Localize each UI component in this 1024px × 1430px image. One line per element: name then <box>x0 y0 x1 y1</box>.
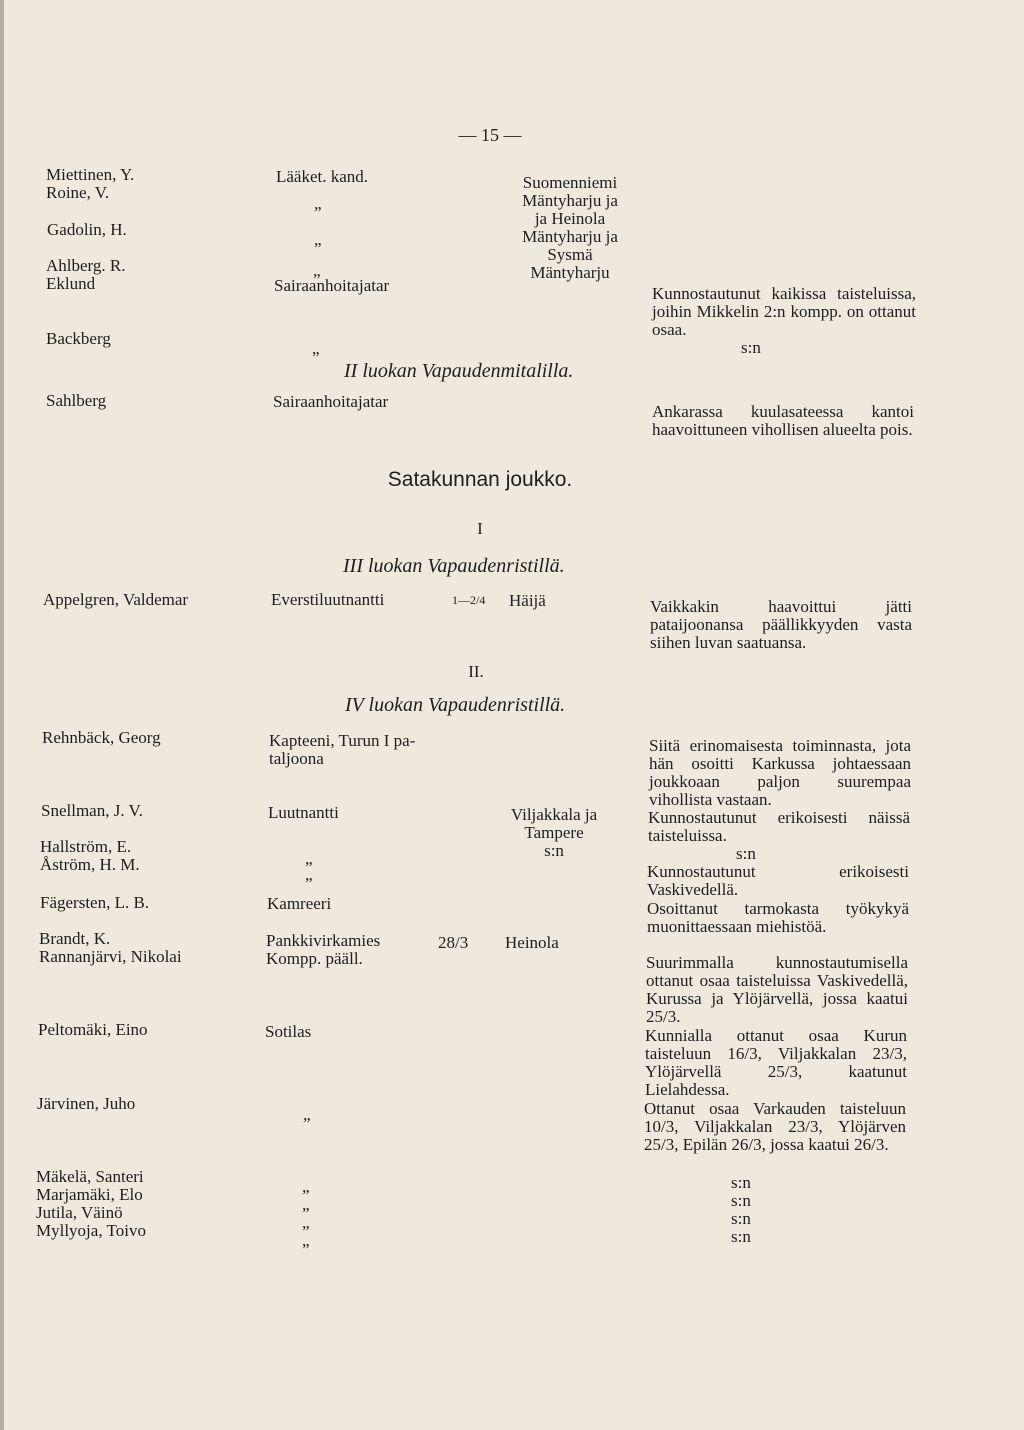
heading-vapaudenmitali: II luokan Vapaudenmitalilla. <box>344 360 574 382</box>
remark-sn: s:n <box>736 844 756 863</box>
heading-vapaudenristi-3: III luokan Vapaudenristillä. <box>343 555 565 577</box>
title-laaket-kand: Lääket. kand. <box>276 167 369 186</box>
remark-ottanut-osaa-varkauden: Ottanut osaa Varkauden taisteluun 10/3, Viljakkalan 23/3, Ylöjärven 25/3, Epilän 26/3, jossa kaatui 26/3. <box>644 1099 906 1154</box>
heading-vapaudenristi-4: IV luokan Vapaudenristillä. <box>345 694 566 716</box>
name-appelgren: Appelgren, Valdemar <box>43 590 189 609</box>
name-fagersten: Fägersten, L. B. <box>40 893 150 912</box>
page-edge-shadow <box>0 0 4 1430</box>
ditto-mark: „ <box>313 261 321 280</box>
remark-kunnostautunut-kaikissa: Kunnostautunut kaikissa taisteluissa, joihin Mikkelin 2:n kompp. on ottanut osaa. <box>652 284 916 339</box>
name-makela-group: Mäkelä, Santeri Marjamäki, Elo Jutila, Väinö Myllyoja, Toivo <box>36 1167 146 1240</box>
name-miettinen-roine: Miettinen, Y. Roine, V. <box>46 165 135 202</box>
title-sairaanhoitajatar: Sairaanhoitajatar <box>273 392 389 411</box>
remark-kunnostautunut-vaskivedella: Kunnostautunut erikoisesti Vaskivedellä. <box>647 862 909 899</box>
remark-kunnialla: Kunnialla ottanut osaa Kurun taisteluun 16/3, Viljakkalan 23/3, Ylöjärvellä 25/3, kaatunut Lielahdessa. <box>645 1026 907 1099</box>
roman-numeral-1: I <box>477 519 483 538</box>
name-backberg: Backberg <box>46 329 111 348</box>
title-everstiluutnantti: Everstiluutnantti <box>271 590 385 609</box>
page-number: — 15 — <box>458 125 522 145</box>
remark-siita-erinomaisesta: Siitä erinomaisesta toiminnasta, jota hän osoitti Karkussa johtaessaan joukkoaan paljon suurempaa vihollista vastaan. <box>649 736 911 809</box>
name-hallstrom-astrom: Hallström, E. Åström, H. M. <box>40 837 140 874</box>
heading-satakunnan-joukko: Satakunnan joukko. <box>387 468 573 491</box>
remark-kunnostautunut-naissa: Kunnostautunut erikoisesti näissä taisteluissa. <box>648 808 910 845</box>
ditto-mark: „ <box>305 865 313 884</box>
title-pankkivirkamies: Pankkivirkamies Kompp. pääll. <box>266 931 381 968</box>
title-kapteeni: Kapteeni, Turun I pa- taljoona <box>269 731 416 768</box>
name-gadolin: Gadolin, H. <box>47 220 127 239</box>
name-snellman: Snellman, J. V. <box>41 801 143 820</box>
remark-sn: s:n <box>741 338 761 357</box>
name-peltomaki: Peltomäki, Eino <box>38 1020 148 1039</box>
date-heinola: 28/3 <box>438 933 469 952</box>
remark-osoittanut-tarmokasta: Osoittanut tarmokasta työkykyä muonittaessaan miehistöä. <box>647 899 909 936</box>
title-luutnantti: Luutnantti <box>268 803 339 822</box>
date-haija: 1—2/4 <box>452 593 486 607</box>
place-viljakkala: Viljakkala ja Tampere s:n <box>510 805 598 860</box>
remark-vaikkakin: Vaikkakin haavoittui jätti pataijoonansa päällikkyyden vasta siihen luvan saatuansa. <box>650 597 912 652</box>
ditto-mark: „ <box>314 194 322 213</box>
title-kamreeri: Kamreeri <box>267 894 332 913</box>
places-block: Suomenniemi Mäntyharju ja ja Heinola Mäntyharju ja Sysmä Mäntyharju <box>522 173 618 282</box>
ditto-mark: „ <box>314 230 322 249</box>
name-sahlberg: Sahlberg <box>46 391 107 410</box>
ditto-mark: „ <box>303 1105 311 1124</box>
remark-ankarassa: Ankarassa kuulasateessa kantoi haavoittuneen vihollisen alueelta pois. <box>652 402 914 439</box>
title-sairaanhoitajatar: Sairaanhoitajatar <box>274 276 390 295</box>
ditto-mark: „ <box>305 849 313 868</box>
ditto-mark: „ <box>312 339 320 358</box>
ditto-group: „ „ „ „ <box>302 1177 310 1250</box>
place-heinola: Heinola <box>505 933 559 952</box>
remark-sn-group: s:n s:n s:n s:n <box>731 1173 751 1246</box>
remark-suurimmalla: Suurimmalla kunnostautumisella ottanut osaa taisteluissa Vaskivedellä, Kurussa ja Ylöjärvellä, jossa kaatui 25/3. <box>646 953 908 1026</box>
place-haija: Häijä <box>509 591 546 610</box>
name-rehnback: Rehnbäck, Georg <box>42 728 161 747</box>
roman-numeral-2: II. <box>468 662 484 681</box>
name-ahlberg-eklund: Ahlberg. R. Eklund <box>46 256 126 293</box>
title-sotilas: Sotilas <box>265 1022 312 1041</box>
name-jarvinen: Järvinen, Juho <box>37 1094 136 1113</box>
name-brandt-rannanjarvi: Brandt, K. Rannanjärvi, Nikolai <box>39 929 182 966</box>
